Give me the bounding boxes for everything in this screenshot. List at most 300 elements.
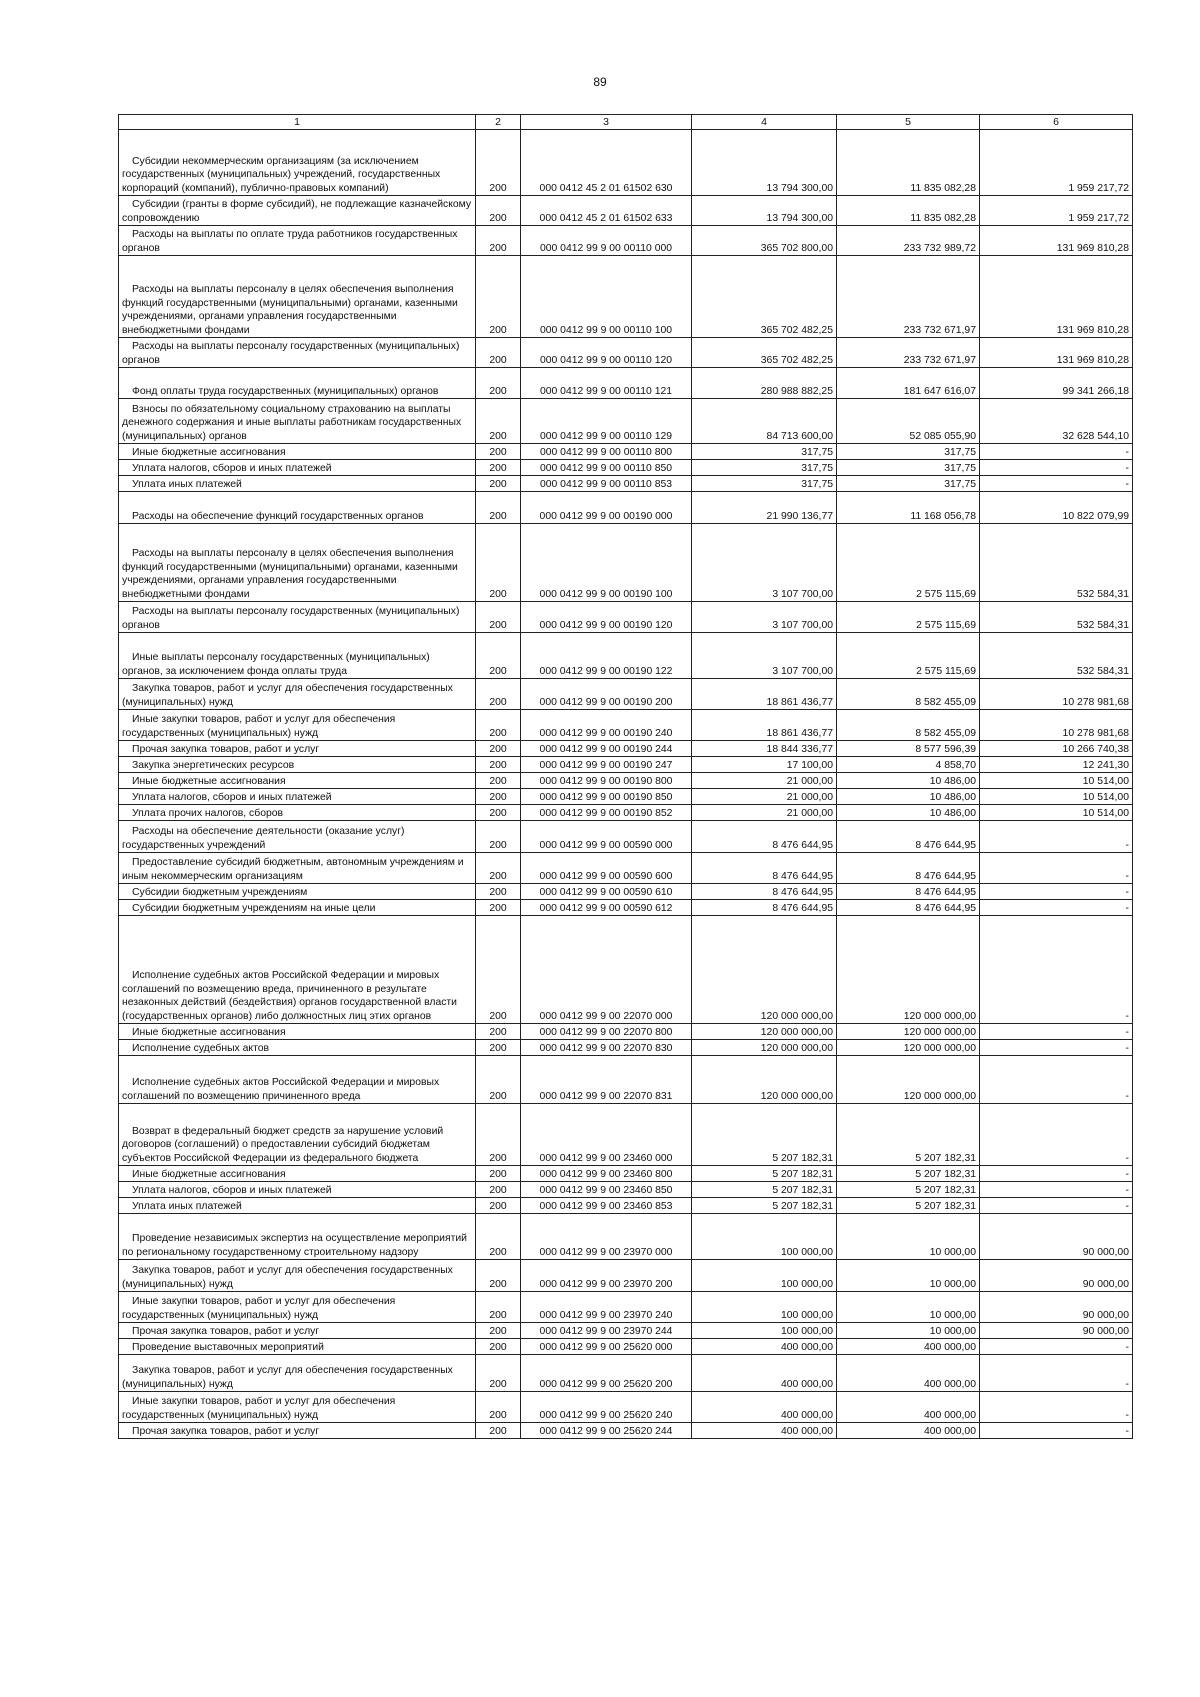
approved-amount-cell: 400 000,00 xyxy=(692,1355,837,1392)
line-code-cell: 200 xyxy=(476,1292,521,1323)
executed-amount-cell: 8 476 644,95 xyxy=(837,853,980,884)
budget-classification-code-cell: 000 0412 99 9 00 23970 200 xyxy=(521,1260,692,1292)
table-row xyxy=(119,1355,1133,1392)
unexecuted-amount-cell: 90 000,00 xyxy=(980,1214,1133,1260)
table-row xyxy=(119,1040,1133,1056)
table-row xyxy=(119,524,1133,602)
executed-amount-cell: 400 000,00 xyxy=(837,1339,980,1355)
unexecuted-amount-cell: - xyxy=(980,1392,1133,1423)
expense-name-text: Уплата иных платежей xyxy=(132,478,242,490)
budget-classification-code-cell: 000 0412 99 9 00 00590 600 xyxy=(521,853,692,884)
line-code-cell: 200 xyxy=(476,710,521,741)
expense-name-cell xyxy=(119,444,476,460)
table-body xyxy=(119,130,1133,1439)
approved-amount-cell: 21 000,00 xyxy=(692,805,837,821)
line-code-cell: 200 xyxy=(476,1260,521,1292)
expense-name-cell xyxy=(119,476,476,492)
unexecuted-amount-cell: 90 000,00 xyxy=(980,1260,1133,1292)
expense-name-cell xyxy=(119,633,476,679)
expense-name-cell xyxy=(119,1423,476,1439)
expense-name-cell xyxy=(119,1214,476,1260)
table-row xyxy=(119,226,1133,256)
approved-amount-cell: 8 476 644,95 xyxy=(692,884,837,900)
executed-amount-cell: 317,75 xyxy=(837,460,980,476)
budget-classification-code-cell: 000 0412 99 9 00 00110 120 xyxy=(521,338,692,368)
budget-classification-code-cell: 000 0412 99 9 00 00190 852 xyxy=(521,805,692,821)
approved-amount-cell: 400 000,00 xyxy=(692,1423,837,1439)
expense-name-text: Прочая закупка товаров, работ и услуг xyxy=(132,743,320,755)
line-code-cell: 200 xyxy=(476,444,521,460)
expense-name-text: Расходы на выплаты персоналу в целях обеспечения выполнения функций государственными (муниципальными) органами, казенными учреждениями, органами управления государственными внебюджетными фондами xyxy=(122,284,458,336)
expense-name-cell xyxy=(119,916,476,1024)
expense-name-text: Уплата прочих налогов, сборов xyxy=(132,807,284,819)
expense-name-text: Расходы на выплаты персоналу государственных (муниципальных) органов xyxy=(122,606,460,631)
budget-classification-code-cell: 000 0412 45 2 01 61502 633 xyxy=(521,196,692,226)
approved-amount-cell: 365 702 800,00 xyxy=(692,226,837,256)
line-code-cell: 200 xyxy=(476,821,521,853)
unexecuted-amount-cell: - xyxy=(980,916,1133,1024)
unexecuted-amount-cell: 12 241,30 xyxy=(980,757,1133,773)
executed-amount-cell: 10 000,00 xyxy=(837,1292,980,1323)
approved-amount-cell: 400 000,00 xyxy=(692,1392,837,1423)
table-row xyxy=(119,773,1133,789)
table-row xyxy=(119,1292,1133,1323)
unexecuted-amount-cell: 90 000,00 xyxy=(980,1292,1133,1323)
executed-amount-cell: 400 000,00 xyxy=(837,1392,980,1423)
line-code-cell: 200 xyxy=(476,1104,521,1166)
table-row xyxy=(119,1214,1133,1260)
budget-classification-code-cell: 000 0412 99 9 00 00590 610 xyxy=(521,884,692,900)
table-row xyxy=(119,853,1133,884)
executed-amount-cell: 52 085 055,90 xyxy=(837,399,980,444)
line-code-cell: 200 xyxy=(476,1040,521,1056)
line-code-cell: 200 xyxy=(476,226,521,256)
expense-name-cell xyxy=(119,1024,476,1040)
table-row xyxy=(119,1166,1133,1182)
line-code-cell: 200 xyxy=(476,368,521,399)
budget-classification-code-cell: 000 0412 99 9 00 00110 129 xyxy=(521,399,692,444)
unexecuted-amount-cell: 131 969 810,28 xyxy=(980,338,1133,368)
budget-classification-code-cell: 000 0412 99 9 00 23970 244 xyxy=(521,1323,692,1339)
table-row xyxy=(119,1104,1133,1166)
budget-classification-code-cell: 000 0412 99 9 00 23460 800 xyxy=(521,1166,692,1182)
approved-amount-cell: 8 476 644,95 xyxy=(692,900,837,916)
line-code-cell: 200 xyxy=(476,130,521,196)
expense-name-text: Субсидии (гранты в форме субсидий), не подлежащие казначейскому сопровождению xyxy=(122,199,472,224)
expense-name-text: Уплата налогов, сборов и иных платежей xyxy=(132,791,332,803)
unexecuted-amount-cell: - xyxy=(980,1056,1133,1104)
unexecuted-amount-cell: - xyxy=(980,1198,1133,1214)
approved-amount-cell: 5 207 182,31 xyxy=(692,1182,837,1198)
executed-amount-cell: 5 207 182,31 xyxy=(837,1104,980,1166)
budget-classification-code-cell: 000 0412 99 9 00 23970 240 xyxy=(521,1292,692,1323)
executed-amount-cell: 11 835 082,28 xyxy=(837,130,980,196)
expense-name-text: Возврат в федеральный бюджет средств за нарушение условий договоров (соглашений) о предоставлении субсидий бюджетам субъектов Российской Федерации из федерального бюджета xyxy=(122,1125,444,1164)
column-header: 3 xyxy=(521,115,692,130)
table-row xyxy=(119,602,1133,633)
expense-name-text: Фонд оплаты труда государственных (муниципальных) органов xyxy=(132,385,439,397)
column-header: 2 xyxy=(476,115,521,130)
table-row xyxy=(119,196,1133,226)
approved-amount-cell: 8 476 644,95 xyxy=(692,821,837,853)
expense-name-text: Уплата налогов, сборов и иных платежей xyxy=(132,1184,332,1196)
line-code-cell: 200 xyxy=(476,884,521,900)
unexecuted-amount-cell: 10 514,00 xyxy=(980,789,1133,805)
line-code-cell: 200 xyxy=(476,1024,521,1040)
expense-name-text: Проведение независимых экспертиз на осуществление мероприятий по региональному государственному строительному надзору xyxy=(122,1233,467,1258)
line-code-cell: 200 xyxy=(476,679,521,710)
approved-amount-cell: 17 100,00 xyxy=(692,757,837,773)
unexecuted-amount-cell: 10 278 981,68 xyxy=(980,710,1133,741)
table-row xyxy=(119,1339,1133,1355)
expense-name-text: Исполнение судебных актов xyxy=(132,1042,270,1054)
approved-amount-cell: 18 861 436,77 xyxy=(692,679,837,710)
executed-amount-cell: 8 577 596,39 xyxy=(837,741,980,757)
approved-amount-cell: 5 207 182,31 xyxy=(692,1166,837,1182)
executed-amount-cell: 11 168 056,78 xyxy=(837,492,980,524)
expense-name-text: Прочая закупка товаров, работ и услуг xyxy=(132,1425,320,1437)
approved-amount-cell: 100 000,00 xyxy=(692,1292,837,1323)
expense-name-text: Расходы на выплаты персоналу государственных (муниципальных) органов xyxy=(122,341,460,366)
budget-classification-code-cell: 000 0412 99 9 00 22070 831 xyxy=(521,1056,692,1104)
column-header: 1 xyxy=(119,115,476,130)
approved-amount-cell: 5 207 182,31 xyxy=(692,1104,837,1166)
approved-amount-cell: 18 844 336,77 xyxy=(692,741,837,757)
expense-name-text: Субсидии некоммерческим организациям (за исключением государственных (муниципальных) учреждений, государственных корпораций (компаний), публично-правовых компаний) xyxy=(122,155,441,194)
expense-name-cell xyxy=(119,773,476,789)
expense-name-text: Субсидии бюджетным учреждениям xyxy=(132,886,308,898)
unexecuted-amount-cell: - xyxy=(980,821,1133,853)
line-code-cell: 200 xyxy=(476,773,521,789)
expense-name-cell xyxy=(119,338,476,368)
approved-amount-cell: 100 000,00 xyxy=(692,1323,837,1339)
table-row xyxy=(119,492,1133,524)
budget-classification-code-cell: 000 0412 99 9 00 00110 100 xyxy=(521,256,692,338)
line-code-cell: 200 xyxy=(476,1339,521,1355)
expense-name-cell xyxy=(119,1166,476,1182)
unexecuted-amount-cell: 10 266 740,38 xyxy=(980,741,1133,757)
line-code-cell: 200 xyxy=(476,1166,521,1182)
expense-name-cell xyxy=(119,460,476,476)
expense-name-cell xyxy=(119,256,476,338)
column-header: 4 xyxy=(692,115,837,130)
expense-name-cell xyxy=(119,1198,476,1214)
expense-name-text: Проведение выставочных мероприятий xyxy=(132,1341,324,1353)
budget-classification-code-cell: 000 0412 99 9 00 00190 240 xyxy=(521,710,692,741)
executed-amount-cell: 10 486,00 xyxy=(837,805,980,821)
unexecuted-amount-cell: - xyxy=(980,444,1133,460)
unexecuted-amount-cell: 90 000,00 xyxy=(980,1323,1133,1339)
unexecuted-amount-cell: - xyxy=(980,476,1133,492)
expense-name-cell xyxy=(119,805,476,821)
line-code-cell: 200 xyxy=(476,789,521,805)
table-row xyxy=(119,884,1133,900)
approved-amount-cell: 13 794 300,00 xyxy=(692,196,837,226)
approved-amount-cell: 3 107 700,00 xyxy=(692,524,837,602)
expense-name-text: Иные закупки товаров, работ и услуг для обеспечения государственных (муниципальных) нужд xyxy=(122,1396,396,1421)
executed-amount-cell: 5 207 182,31 xyxy=(837,1166,980,1182)
budget-classification-code-cell: 000 0412 99 9 00 22070 000 xyxy=(521,916,692,1024)
table-row xyxy=(119,821,1133,853)
expense-name-text: Предоставление субсидий бюджетным, автономным учреждениям и иным некоммерческим организациям xyxy=(122,857,464,882)
budget-classification-code-cell: 000 0412 99 9 00 23460 850 xyxy=(521,1182,692,1198)
expense-name-cell xyxy=(119,1355,476,1392)
unexecuted-amount-cell: - xyxy=(980,1423,1133,1439)
budget-classification-code-cell: 000 0412 99 9 00 00110 121 xyxy=(521,368,692,399)
table-row xyxy=(119,757,1133,773)
budget-classification-code-cell: 000 0412 99 9 00 00110 853 xyxy=(521,476,692,492)
table-row xyxy=(119,460,1133,476)
unexecuted-amount-cell: 99 341 266,18 xyxy=(980,368,1133,399)
budget-classification-code-cell: 000 0412 99 9 00 23460 000 xyxy=(521,1104,692,1166)
budget-classification-code-cell: 000 0412 45 2 01 61502 630 xyxy=(521,130,692,196)
executed-amount-cell: 181 647 616,07 xyxy=(837,368,980,399)
line-code-cell: 200 xyxy=(476,757,521,773)
table-row xyxy=(119,710,1133,741)
table-row xyxy=(119,1260,1133,1292)
table-row xyxy=(119,1056,1133,1104)
expense-name-cell xyxy=(119,1056,476,1104)
budget-classification-code-cell: 000 0412 99 9 00 22070 800 xyxy=(521,1024,692,1040)
line-code-cell: 200 xyxy=(476,1423,521,1439)
approved-amount-cell: 21 990 136,77 xyxy=(692,492,837,524)
table-row xyxy=(119,338,1133,368)
executed-amount-cell: 120 000 000,00 xyxy=(837,1056,980,1104)
expense-name-cell xyxy=(119,196,476,226)
line-code-cell: 200 xyxy=(476,256,521,338)
budget-classification-code-cell: 000 0412 99 9 00 00110 850 xyxy=(521,460,692,476)
line-code-cell: 200 xyxy=(476,805,521,821)
approved-amount-cell: 8 476 644,95 xyxy=(692,853,837,884)
table-row xyxy=(119,1423,1133,1439)
expense-name-cell xyxy=(119,602,476,633)
budget-classification-code-cell: 000 0412 99 9 00 23460 853 xyxy=(521,1198,692,1214)
unexecuted-amount-cell: - xyxy=(980,1104,1133,1166)
line-code-cell: 200 xyxy=(476,1323,521,1339)
expense-name-text: Иные бюджетные ассигнования xyxy=(132,1026,286,1038)
expense-name-text: Прочая закупка товаров, работ и услуг xyxy=(132,1325,320,1337)
budget-classification-code-cell: 000 0412 99 9 00 00590 000 xyxy=(521,821,692,853)
line-code-cell: 200 xyxy=(476,633,521,679)
executed-amount-cell: 8 476 644,95 xyxy=(837,821,980,853)
line-code-cell: 200 xyxy=(476,399,521,444)
approved-amount-cell: 5 207 182,31 xyxy=(692,1198,837,1214)
executed-amount-cell: 233 732 671,97 xyxy=(837,256,980,338)
executed-amount-cell: 2 575 115,69 xyxy=(837,602,980,633)
budget-classification-code-cell: 000 0412 99 9 00 25620 240 xyxy=(521,1392,692,1423)
expense-name-cell xyxy=(119,399,476,444)
approved-amount-cell: 3 107 700,00 xyxy=(692,633,837,679)
executed-amount-cell: 317,75 xyxy=(837,444,980,460)
line-code-cell: 200 xyxy=(476,1056,521,1104)
unexecuted-amount-cell: 532 584,31 xyxy=(980,602,1133,633)
budget-classification-code-cell: 000 0412 99 9 00 25620 200 xyxy=(521,1355,692,1392)
table-row xyxy=(119,805,1133,821)
expense-name-text: Взносы по обязательному социальному страхованию на выплаты денежного содержания и иные выплаты работникам государственных (муниципальных) органов xyxy=(122,403,462,442)
budget-classification-code-cell: 000 0412 99 9 00 25620 244 xyxy=(521,1423,692,1439)
expense-name-text: Уплата иных платежей xyxy=(132,1200,242,1212)
expense-name-cell xyxy=(119,226,476,256)
table-row xyxy=(119,1198,1133,1214)
unexecuted-amount-cell: - xyxy=(980,853,1133,884)
column-header: 6 xyxy=(980,115,1133,130)
unexecuted-amount-cell: - xyxy=(980,1024,1133,1040)
expense-name-cell xyxy=(119,130,476,196)
table-row xyxy=(119,741,1133,757)
expense-name-text: Иные закупки товаров, работ и услуг для обеспечения государственных (муниципальных) нужд xyxy=(122,714,396,739)
approved-amount-cell: 317,75 xyxy=(692,444,837,460)
budget-classification-code-cell: 000 0412 99 9 00 00190 850 xyxy=(521,789,692,805)
unexecuted-amount-cell: - xyxy=(980,1166,1133,1182)
budget-classification-code-cell: 000 0412 99 9 00 00190 244 xyxy=(521,741,692,757)
expense-name-text: Иные бюджетные ассигнования xyxy=(132,775,286,787)
unexecuted-amount-cell: - xyxy=(980,1339,1133,1355)
approved-amount-cell: 317,75 xyxy=(692,476,837,492)
line-code-cell: 200 xyxy=(476,1198,521,1214)
expense-name-text: Закупка товаров, работ и услуг для обеспечения государственных (муниципальных) нужд xyxy=(122,1265,453,1290)
executed-amount-cell: 120 000 000,00 xyxy=(837,916,980,1024)
approved-amount-cell: 100 000,00 xyxy=(692,1260,837,1292)
table-row xyxy=(119,900,1133,916)
budget-classification-code-cell: 000 0412 99 9 00 00190 247 xyxy=(521,757,692,773)
executed-amount-cell: 4 858,70 xyxy=(837,757,980,773)
approved-amount-cell: 84 713 600,00 xyxy=(692,399,837,444)
expense-name-cell xyxy=(119,1323,476,1339)
line-code-cell: 200 xyxy=(476,602,521,633)
expense-name-cell xyxy=(119,524,476,602)
executed-amount-cell: 120 000 000,00 xyxy=(837,1024,980,1040)
executed-amount-cell: 8 476 644,95 xyxy=(837,900,980,916)
executed-amount-cell: 2 575 115,69 xyxy=(837,633,980,679)
table-row xyxy=(119,1392,1133,1423)
unexecuted-amount-cell: 532 584,31 xyxy=(980,524,1133,602)
expense-name-cell xyxy=(119,853,476,884)
expense-name-text: Субсидии бюджетным учреждениям на иные цели xyxy=(132,902,376,914)
line-code-cell: 200 xyxy=(476,853,521,884)
line-code-cell: 200 xyxy=(476,476,521,492)
budget-classification-code-cell: 000 0412 99 9 00 00110 000 xyxy=(521,226,692,256)
table-row xyxy=(119,633,1133,679)
executed-amount-cell: 8 582 455,09 xyxy=(837,679,980,710)
executed-amount-cell: 400 000,00 xyxy=(837,1355,980,1392)
unexecuted-amount-cell: - xyxy=(980,884,1133,900)
page-number: 89 xyxy=(593,75,607,89)
approved-amount-cell: 280 988 882,25 xyxy=(692,368,837,399)
unexecuted-amount-cell: - xyxy=(980,1182,1133,1198)
line-code-cell: 200 xyxy=(476,1214,521,1260)
budget-classification-code-cell: 000 0412 99 9 00 25620 000 xyxy=(521,1339,692,1355)
expense-name-text: Исполнение судебных актов Российской Федерации и мировых соглашений по возмещению вреда, причиненного в результате незаконных действий (бездействия) органов государственной власти (государственных органов) либо должностных лиц этих органов xyxy=(122,970,457,1022)
expense-name-text: Закупка энергетических ресурсов xyxy=(132,759,295,771)
unexecuted-amount-cell: 10 822 079,99 xyxy=(980,492,1133,524)
approved-amount-cell: 365 702 482,25 xyxy=(692,256,837,338)
executed-amount-cell: 10 000,00 xyxy=(837,1214,980,1260)
unexecuted-amount-cell: 10 278 981,68 xyxy=(980,679,1133,710)
budget-execution-table xyxy=(118,114,1133,1439)
unexecuted-amount-cell: 1 959 217,72 xyxy=(980,130,1133,196)
expense-name-text: Иные закупки товаров, работ и услуг для обеспечения государственных (муниципальных) нужд xyxy=(122,1296,396,1321)
column-number-row xyxy=(119,115,1133,130)
budget-classification-code-cell: 000 0412 99 9 00 00190 000 xyxy=(521,492,692,524)
unexecuted-amount-cell: 131 969 810,28 xyxy=(980,256,1133,338)
expense-name-cell xyxy=(119,900,476,916)
unexecuted-amount-cell: - xyxy=(980,460,1133,476)
executed-amount-cell: 233 732 671,97 xyxy=(837,338,980,368)
line-code-cell: 200 xyxy=(476,338,521,368)
executed-amount-cell: 400 000,00 xyxy=(837,1423,980,1439)
executed-amount-cell: 233 732 989,72 xyxy=(837,226,980,256)
executed-amount-cell: 10 000,00 xyxy=(837,1323,980,1339)
executed-amount-cell: 5 207 182,31 xyxy=(837,1198,980,1214)
executed-amount-cell: 10 486,00 xyxy=(837,789,980,805)
line-code-cell: 200 xyxy=(476,460,521,476)
expense-name-cell xyxy=(119,757,476,773)
expense-name-cell xyxy=(119,1260,476,1292)
executed-amount-cell: 10 486,00 xyxy=(837,773,980,789)
executed-amount-cell: 5 207 182,31 xyxy=(837,1182,980,1198)
expense-name-cell xyxy=(119,741,476,757)
unexecuted-amount-cell: - xyxy=(980,1355,1133,1392)
expense-name-cell xyxy=(119,821,476,853)
approved-amount-cell: 120 000 000,00 xyxy=(692,1024,837,1040)
approved-amount-cell: 120 000 000,00 xyxy=(692,1040,837,1056)
table-row xyxy=(119,444,1133,460)
table-row xyxy=(119,476,1133,492)
expense-name-text: Закупка товаров, работ и услуг для обеспечения государственных (муниципальных) нужд xyxy=(122,683,453,708)
executed-amount-cell: 8 476 644,95 xyxy=(837,884,980,900)
unexecuted-amount-cell: 131 969 810,28 xyxy=(980,226,1133,256)
unexecuted-amount-cell: - xyxy=(980,1040,1133,1056)
expense-name-cell xyxy=(119,1182,476,1198)
budget-classification-code-cell: 000 0412 99 9 00 00190 100 xyxy=(521,524,692,602)
expense-name-cell xyxy=(119,1392,476,1423)
approved-amount-cell: 120 000 000,00 xyxy=(692,1056,837,1104)
line-code-cell: 200 xyxy=(476,524,521,602)
expense-name-cell xyxy=(119,789,476,805)
approved-amount-cell: 21 000,00 xyxy=(692,789,837,805)
expense-name-cell xyxy=(119,492,476,524)
unexecuted-amount-cell: 10 514,00 xyxy=(980,773,1133,789)
executed-amount-cell: 11 835 082,28 xyxy=(837,196,980,226)
approved-amount-cell: 3 107 700,00 xyxy=(692,602,837,633)
line-code-cell: 200 xyxy=(476,741,521,757)
table-row xyxy=(119,916,1133,1024)
expense-name-text: Уплата налогов, сборов и иных платежей xyxy=(132,462,332,474)
expense-name-cell xyxy=(119,368,476,399)
budget-classification-code-cell: 000 0412 99 9 00 00190 800 xyxy=(521,773,692,789)
approved-amount-cell: 18 861 436,77 xyxy=(692,710,837,741)
expense-name-cell xyxy=(119,710,476,741)
expense-name-text: Иные бюджетные ассигнования xyxy=(132,446,286,458)
line-code-cell: 200 xyxy=(476,900,521,916)
table-row xyxy=(119,256,1133,338)
table-row xyxy=(119,1024,1133,1040)
approved-amount-cell: 100 000,00 xyxy=(692,1214,837,1260)
approved-amount-cell: 21 000,00 xyxy=(692,773,837,789)
table-row xyxy=(119,1182,1133,1198)
expense-name-cell xyxy=(119,884,476,900)
line-code-cell: 200 xyxy=(476,1355,521,1392)
expense-name-cell xyxy=(119,679,476,710)
expense-name-text: Исполнение судебных актов Российской Федерации и мировых соглашений по возмещению причиненного вреда xyxy=(122,1077,440,1102)
expense-name-cell xyxy=(119,1339,476,1355)
approved-amount-cell: 13 794 300,00 xyxy=(692,130,837,196)
column-header: 5 xyxy=(837,115,980,130)
approved-amount-cell: 400 000,00 xyxy=(692,1339,837,1355)
table-row xyxy=(119,679,1133,710)
executed-amount-cell: 317,75 xyxy=(837,476,980,492)
budget-classification-code-cell: 000 0412 99 9 00 23970 000 xyxy=(521,1214,692,1260)
